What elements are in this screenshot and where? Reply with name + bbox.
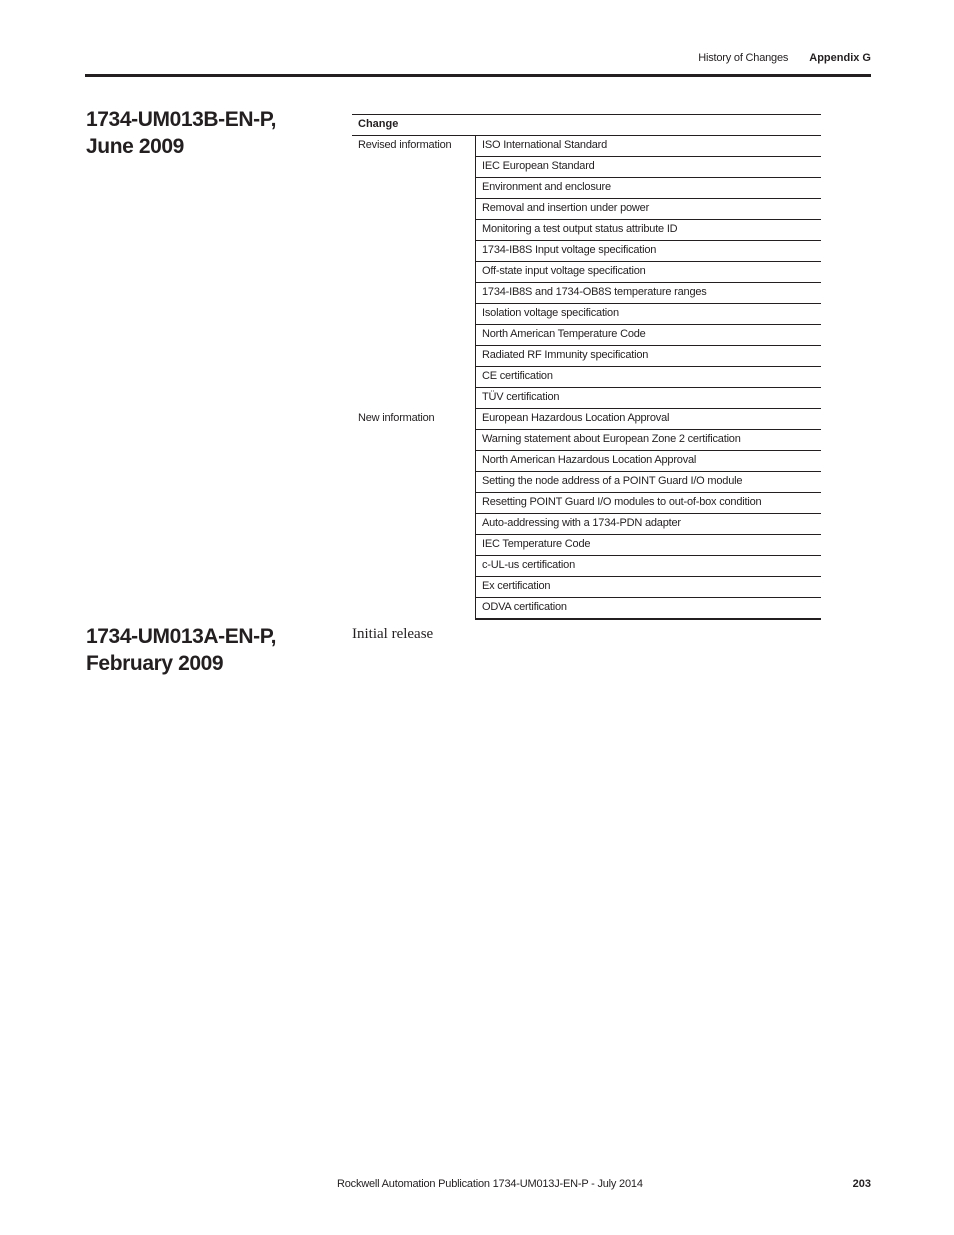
running-header xyxy=(698,52,871,64)
change-item-cell: Environment and enclosure xyxy=(476,178,822,199)
change-item-cell: Auto-addressing with a 1734-PDN adapter xyxy=(476,514,822,535)
header-section-title: History of Changes xyxy=(698,52,789,64)
change-item-cell: North American Hazardous Location Approval xyxy=(476,451,822,472)
revision-b-heading-line2: June 2009 xyxy=(86,135,184,158)
change-table-header-row xyxy=(352,115,821,136)
initial-release-text: Initial release xyxy=(352,626,434,642)
header-appendix-label: Appendix G xyxy=(809,52,871,64)
change-item-cell: ODVA certification xyxy=(476,598,822,620)
change-item-cell: Isolation voltage specification xyxy=(476,304,822,325)
change-item-cell: Ex certification xyxy=(476,577,822,598)
change-item-cell: 1734-IB8S and 1734-OB8S temperature ranges xyxy=(476,283,822,304)
change-column-header: Change xyxy=(352,115,821,136)
table-row xyxy=(352,136,821,157)
change-item-cell: Removal and insertion under power xyxy=(476,199,822,220)
change-item-cell: c-UL-us certification xyxy=(476,556,822,577)
change-item-cell: Setting the node address of a POINT Guard I/O module xyxy=(476,472,822,493)
change-table xyxy=(352,114,821,620)
change-item-cell: Warning statement about European Zone 2 certification xyxy=(476,430,822,451)
change-item-cell: TÜV certification xyxy=(476,388,822,409)
change-item-cell: Resetting POINT Guard I/O modules to out-of-box condition xyxy=(476,493,822,514)
change-item-cell: 1734-IB8S Input voltage specification xyxy=(476,241,822,262)
change-item-cell: CE certification xyxy=(476,367,822,388)
change-item-cell: Monitoring a test output status attribute ID xyxy=(476,220,822,241)
revision-b-heading-line1: 1734-UM013B-EN-P, xyxy=(86,108,277,131)
revision-a-heading xyxy=(86,623,276,677)
revision-a-heading-line2: February 2009 xyxy=(86,652,224,675)
change-item-cell: IEC Temperature Code xyxy=(476,535,822,556)
revision-a-heading-line1: 1734-UM013A-EN-P, xyxy=(86,625,277,648)
change-table-body xyxy=(352,136,821,620)
change-item-cell: European Hazardous Location Approval xyxy=(476,409,822,430)
table-row xyxy=(352,409,821,430)
change-item-cell: Off-state input voltage specification xyxy=(476,262,822,283)
change-item-cell: IEC European Standard xyxy=(476,157,822,178)
change-category-cell: New information xyxy=(352,409,476,620)
change-item-cell: North American Temperature Code xyxy=(476,325,822,346)
change-item-cell: ISO International Standard xyxy=(476,136,822,157)
footer-publication: Rockwell Automation Publication 1734-UM013J-EN-P - July 2014 xyxy=(337,1178,643,1190)
header-rule xyxy=(85,74,871,77)
page-number: 203 xyxy=(852,1178,871,1190)
revision-b-heading xyxy=(86,106,276,160)
change-item-cell: Radiated RF Immunity specification xyxy=(476,346,822,367)
change-category-cell: Revised information xyxy=(352,136,476,409)
